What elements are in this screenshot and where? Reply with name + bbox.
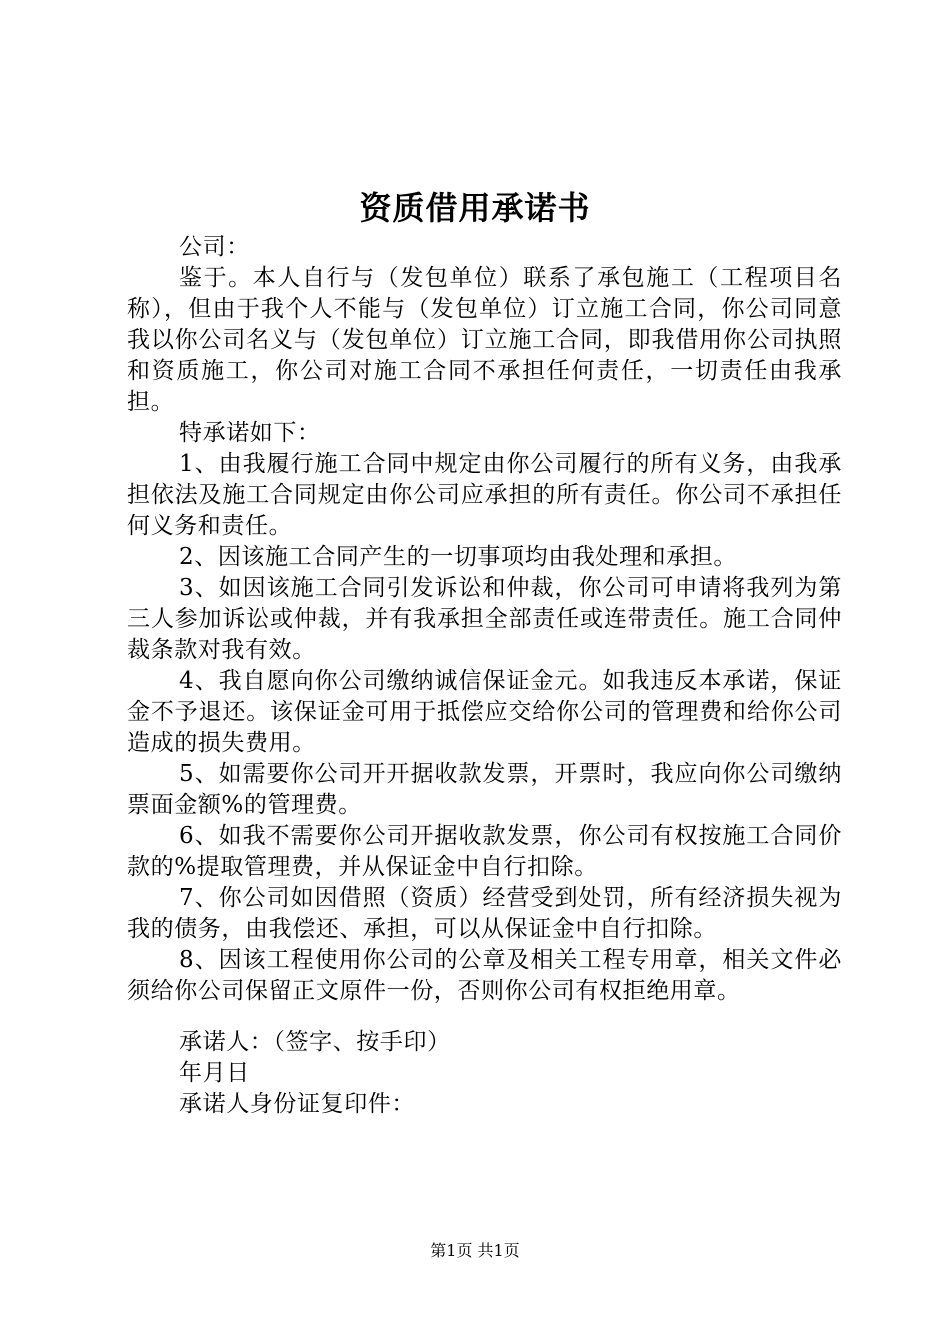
clause-2: 2、因该施工合同产生的一切事项均由我处理和承担。 (179, 544, 738, 570)
clause-1: 1、由我履行施工合同中规定由你公司履行的所有义务，由我承担依法及施工合同规定由你公司应承担的所有责任。你公司不承担任何义务和责任。 (127, 451, 842, 539)
paragraph-commitment-intro: 特承诺如下： (179, 420, 321, 446)
document-title: 资质借用承诺书 (359, 189, 591, 227)
clause-7: 7、你公司如因借照（资质）经营受到处罚，所有经济损失视为我的债务，由我偿还、承担，可以从保证金中自行扣除。 (127, 885, 842, 942)
promisor-signature-line: 承诺人：（签字、按手印） (179, 1029, 451, 1055)
clause-4: 4、我自愿向你公司缴纳诚信保证金元。如我违反本承诺，保证金不予退还。该保证金可用于抵偿应交给你公司的管理费和给你公司造成的损失费用。 (127, 668, 842, 756)
salutation: 公司： (179, 234, 250, 260)
date-line: 年月日 (179, 1060, 250, 1086)
id-copy-line: 承诺人身份证复印件： (179, 1091, 415, 1117)
clause-6: 6、如我不需要你公司开据收款发票，你公司有权按施工合同价款的%提取管理费，并从保证金中自行扣除。 (127, 823, 842, 880)
clause-3: 3、如因该施工合同引发诉讼和仲裁，你公司可申请将我列为第三人参加诉讼或仲裁，并有我承担全部责任或连带责任。施工合同仲裁条款对我有效。 (127, 575, 842, 663)
document-body (127, 232, 842, 1007)
clause-8: 8、因该工程使用你公司的公章及相关工程专用章，相关文件必须给你公司保留正文原件一份，否则你公司有权拒绝用章。 (127, 947, 842, 1004)
clause-5: 5、如需要你公司开开据收款发票，开票时，我应向你公司缴纳票面金额%的管理费。 (127, 761, 842, 818)
page-footer: 第1页 共1页 (430, 1241, 520, 1260)
paragraph-preamble: 鉴于。本人自行与（发包单位）联系了承包施工（工程项目名称），但由于我个人不能与（发包单位）订立施工合同，你公司同意我以你公司名义与（发包单位）订立施工合同，即我借用你公司执照和资质施工，你公司对施工合同不承担任何责任，一切责任由我承担。 (127, 265, 842, 415)
signature-block (179, 1027, 451, 1120)
